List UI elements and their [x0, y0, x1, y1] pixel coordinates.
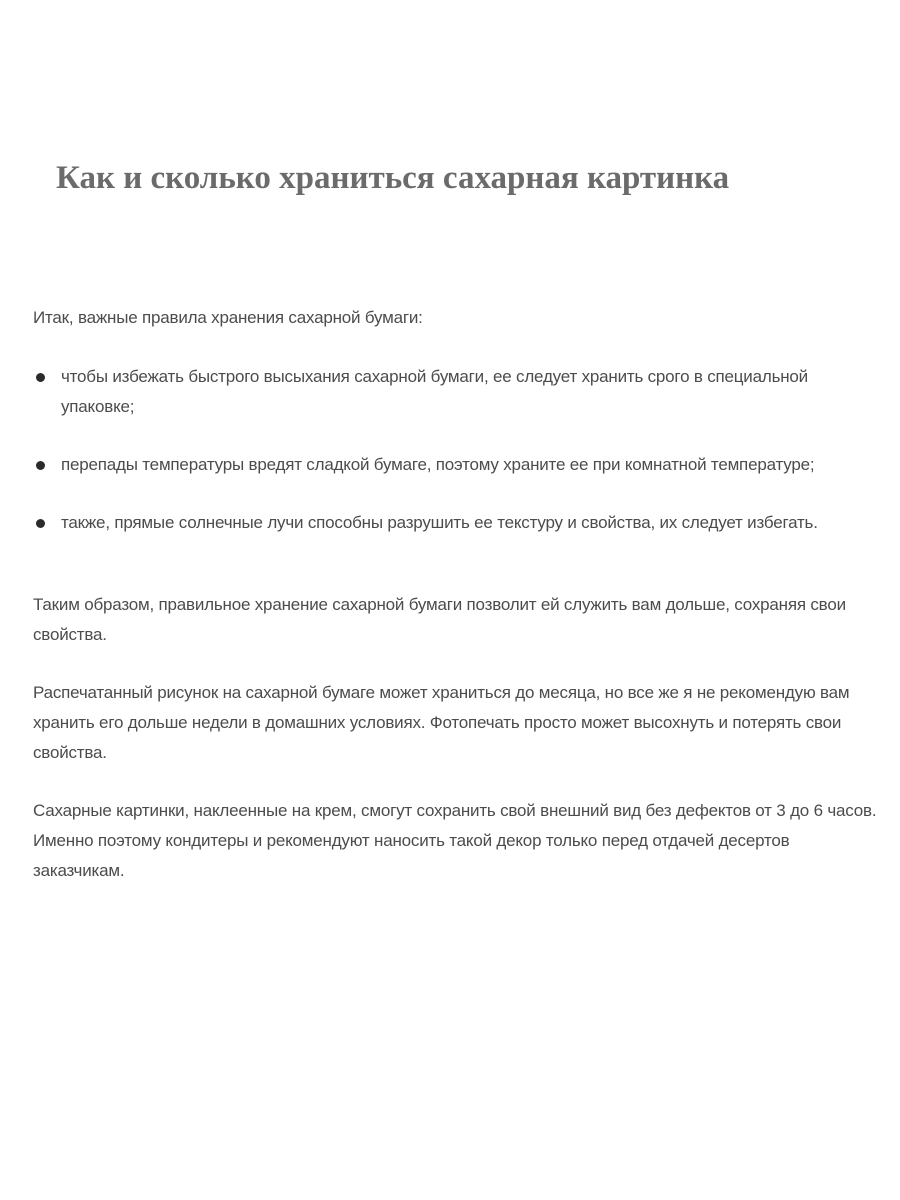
article-title: Как и сколько храниться сахарная картинка	[56, 160, 730, 196]
list-item-text: перепады температуры вредят сладкой бумаге, поэтому храните ее при комнатной температуре;	[61, 455, 815, 474]
bullet-icon	[36, 461, 45, 470]
list-item	[33, 450, 881, 480]
list-item	[33, 362, 881, 422]
list-item	[33, 508, 881, 538]
list-item-text: чтобы избежать быстрого высыхания сахарной бумаги, ее следует хранить срого в специальной упаковке;	[61, 367, 808, 416]
storage-rules-list	[33, 362, 881, 538]
article-body	[33, 303, 881, 914]
paragraph-conclusion: Таким образом, правильное хранение сахарной бумаги позволит ей служить вам дольше, сохраняя свои свойства.	[33, 595, 846, 644]
paragraph-printed-image: Распечатанный рисунок на сахарной бумаге может храниться до месяца, но все же я не рекомендую вам хранить его дольше недели в домашних условиях. Фотопечать просто может высохнуть и потерять свои свойства.	[33, 683, 850, 762]
intro-text: Итак, важные правила хранения сахарной бумаги:	[33, 308, 423, 327]
list-item-text: также, прямые солнечные лучи способны разрушить ее текстуру и свойства, их следует избегать.	[61, 513, 818, 532]
paragraph-on-cream: Сахарные картинки, наклеенные на крем, смогут сохранить свой внешний вид без дефектов от 3 до 6 часов. Именно поэтому кондитеры и рекомендуют наносить такой декор только перед отдачей десертов заказчикам.	[33, 801, 877, 880]
bullet-icon	[36, 373, 45, 382]
bullet-icon	[36, 519, 45, 528]
